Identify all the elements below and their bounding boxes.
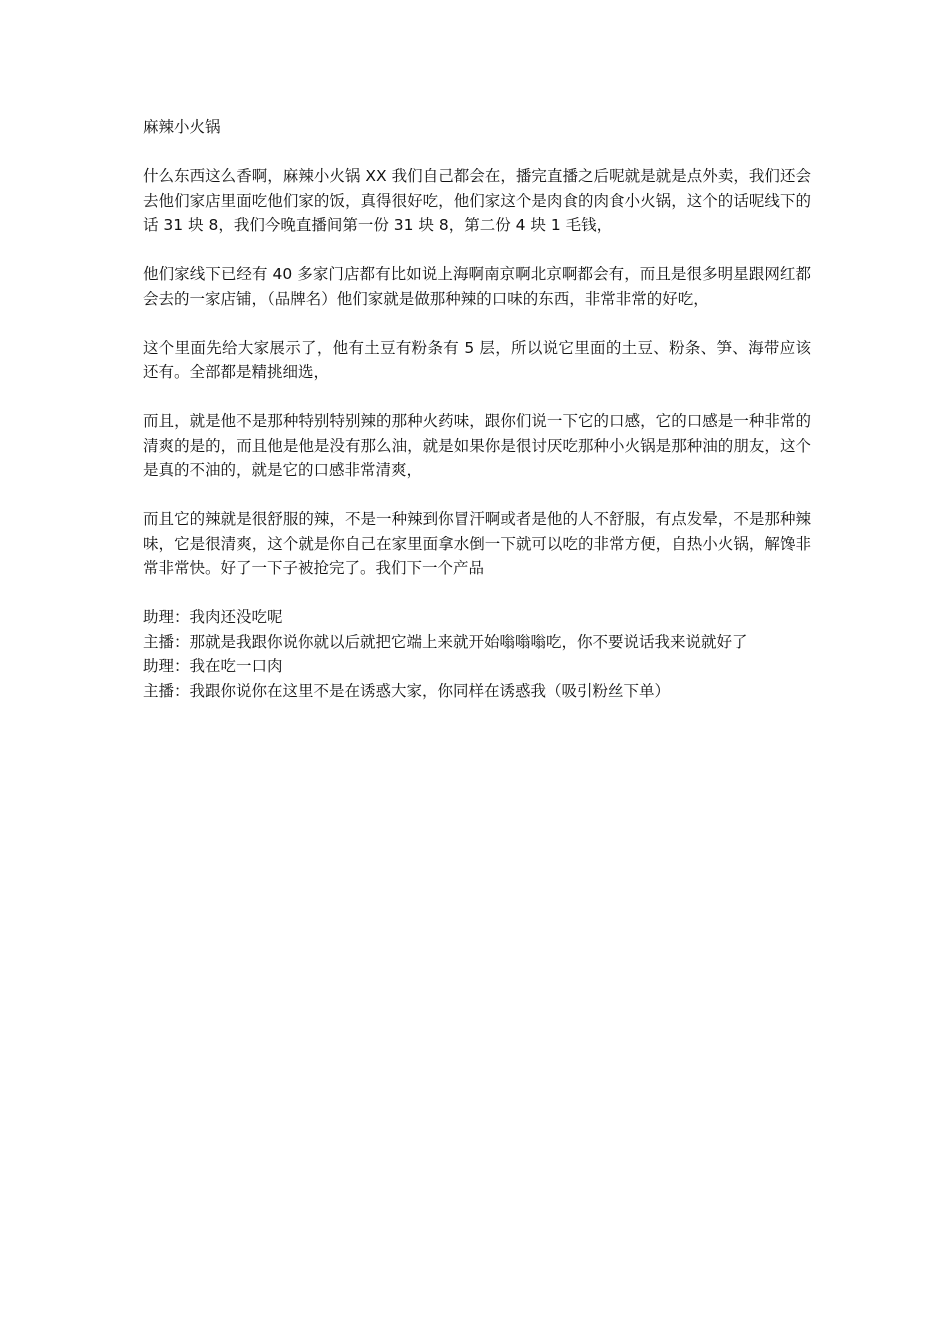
- dialogue-line: [143, 654, 811, 679]
- dialogue-line: [143, 605, 811, 630]
- paragraph-2: 他们家线下已经有 40 多家门店都有比如说上海啊南京啊北京啊都会有，而且是很多明星跟网红都会去的一家店铺，（品牌名）他们家就是做那种辣的口味的东西，非常非常的好吃，: [143, 265, 811, 308]
- paragraph-3: 这个里面先给大家展示了，他有土豆有粉条有 5 层，所以说它里面的土豆、粉条、笋、海带应该还有。全部都是精挑细选，: [143, 338, 811, 381]
- dialogue-text: 我肉还没吃呢: [189, 608, 283, 626]
- dialogue-list: [143, 605, 811, 703]
- dialogue-line: [143, 630, 811, 655]
- document-page: [143, 115, 811, 703]
- document-title: 麻辣小火锅: [143, 118, 221, 136]
- dialogue-line: [143, 679, 811, 704]
- dialogue-text: 我跟你说你在这里不是在诱惑大家，你同样在诱惑我（吸引粉丝下单）: [189, 681, 671, 700]
- speaker-name: 主播 ：: [143, 682, 190, 700]
- paragraph-4: 而且，就是他不是那种特别特别辣的那种火药味，跟你们说一下它的口感，它的口感是一种非常的清爽的是的，而且他是他是没有那么油，就是如果你是很讨厌吃那种小火锅是那种油的朋友，这个是真的不油的，就是它的口感非常清爽，: [143, 412, 811, 479]
- dialogue-text: 我在吃一口肉: [189, 657, 283, 675]
- speaker-name: 助理 ：: [143, 608, 190, 626]
- paragraph-1: 什么东西这么香啊，麻辣小火锅 XX 我们自己都会在，播完直播之后呢就是就是点外卖，我们还会去他们家店里面吃他们家的饭，真得很好吃，他们家这个是肉食的肉食小火锅，这个的话呢线下的话 31 块 8，我们今晚直播间第一份 31 块 8，第二份 4 块 1 毛钱，: [143, 167, 811, 234]
- speaker-name: 主播 ：: [143, 633, 190, 651]
- paragraph-5: 而且它的辣就是很舒服的辣，不是一种辣到你冒汗啊或者是他的人不舒服，有点发晕，不是那种辣味，它是很清爽，这个就是你自己在家里面拿水倒一下就可以吃的非常方便，自热小火锅，解馋非常非常快。好了一下子被抢完了。我们下一个产品: [143, 510, 811, 577]
- dialogue-text: 那就是我跟你说你就以后就把它端上来就开始嗡嗡嗡吃，你不要说话我来说就好了: [189, 632, 748, 651]
- speaker-name: 助理 ：: [143, 657, 190, 675]
